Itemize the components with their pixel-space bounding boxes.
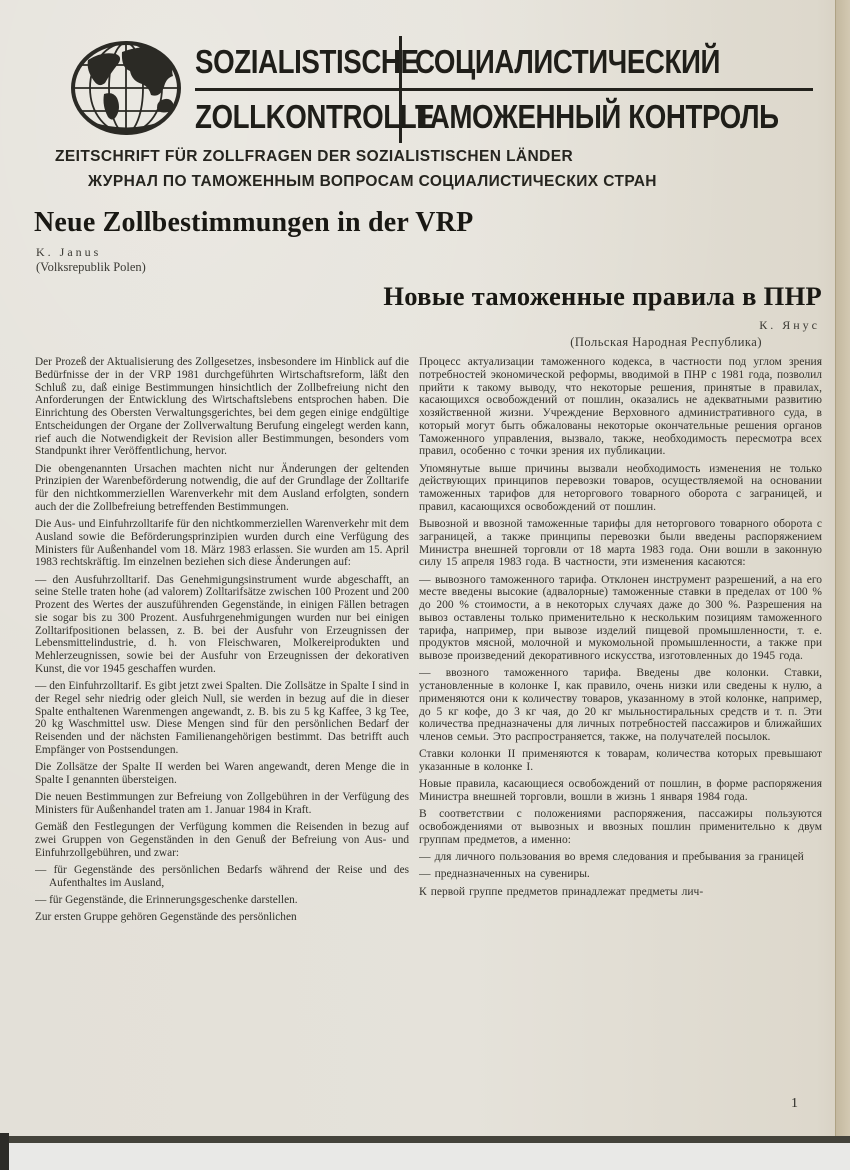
globe-icon [64, 34, 188, 146]
masthead-title-russian-line2: ТАМОЖЕННЫЙ КОНТРОЛЬ [399, 91, 813, 143]
masthead-title-german-line1: SOZIALISTISCHE [195, 36, 399, 91]
journal-subtitle-german: ZEITSCHRIFT FÜR ZOLLFRAGEN DER SOZIALISTISCHEN LÄNDER [55, 148, 574, 165]
paragraph: Новые правила, касающиеся освобождений от пошлин, в форме распоряжения Министра внешней торговли, вошли в жизнь 1 января 1984 года. [419, 778, 822, 803]
paragraph: Ставки колонки II применяются к товарам, количества которых превышают указанные в колонке I. [419, 748, 822, 773]
article-head-russian [383, 281, 822, 350]
author-affiliation-german: (Volksrepublik Polen) [36, 260, 146, 274]
paragraph: — вывозного таможенного тарифа. Отклонен инструмент разрешений, а на его месте введены высокие (адвалорные) таможенные ставки в пределах от 100 % до 200 % стоимости, а в некоторых случаях даже до 300 %. Разрешения на вывоз оставлены только применительно к нескольким позициям таможенного тарифа, например, при вывозе изделий пищевой промышленности, т. е. продуктов мясной, молочной и мукомольной промышленности, а также при вывозе произведений декоративного искусства, изготовленных до 1945 года. [419, 573, 822, 662]
scan-shadow-corner [0, 1133, 9, 1170]
list-item: — для личного пользования во время следования и пребывания за границей [419, 851, 804, 863]
paragraph: — den Einfuhrzolltarif. Es gibt jetzt zwei Spalten. Die Zollsätze in Spalte I sind in der Regel sehr niedrig oder gleich Null, sie werden in bezug auf die in dieser Spalte enthaltenen Warenmengen angewandt, z. B. bis zu 5 kg Kaffee, 3 kg Tee, 20 kg Waschmittel usw. Diese Mengen sind für den persönlichen Bedarf der Reisenden und der nächsten Familienangehörigen bestimmt. Das betrifft auch Empfänger von Postsendungen. [35, 680, 409, 756]
paragraph: Упомянутые выше причины вызвали необходимость изменения не только действующих принципов перевозки товаров, осуществляемой на основании таможенных тарифов для неторгового товарного оборота с заграницей, и правил, касающихся освобождений от пошлин. [419, 462, 822, 513]
paragraph: — ввозного таможенного тарифа. Введены две колонки. Ставки, установленные в колонке I, как правило, очень низки или сведены к нулю, а применяются они к количеству товаров, указанному в этой колонке, например, до 5 кг кофе, до 3 кг чая, до 20 кг мыльностиральных средств и т. п. Эти количества предназначены для личных потребностей пассажиров и ближайших членов семьи. Это распространяется, также, на получателей посылок. [419, 667, 822, 743]
paragraph: Процесс актуализации таможенного кодекса, в частности под углом зрения потребностей экономической реформы, вводимой в ПНР с 1981 года, позволил прийти к такому выводу, что некоторые решения, принятые в правилах, касающихся освобождений от пошлин, оказались не адекватными развитию хозяйственной жизни. Учреждение Верховного административного суда, в который могут быть обжалованы некоторые окончательные решения органов Таможенного управления, вызвало, также, необходимость пересмотра всех правил, особенно с точки зрения их публикации. [419, 356, 822, 458]
paragraph: — den Ausfuhrzolltarif. Das Genehmigungsinstrument wurde abgeschafft, an seine Stelle traten hohe (ad valorem) Zolltarifsätze zwischen 100 Prozent und 200 Prozent des Wertes der auszuführenden Gegenstände, in einigen Fällen betragen sie sogar bis zu 300 Prozent. Ausfuhrgenehmigungen wurden nur bei einigen Zolltarifpositionen belassen, z. B. bei der Ausfuhr von Erzeugnissen der Lebensmittelindustrie, d. h. von Fleischwaren, Molkereiprodukten und Mehlerzeugnissen, sowie bei der Ausfuhr von Erzeugnissen der dekorativen Kunst, die vor 1945 geschaffen wurden. [35, 573, 409, 675]
page-edge-strip [835, 0, 850, 1136]
german-text-column [35, 356, 409, 1112]
paragraph: В соответствии с положениями распоряжения, пассажиры пользуются освобождениями от вывозных и ввозных пошлин применительно к двум группам предметов, а именно: [419, 808, 822, 846]
paragraph: Die Aus- und Einfuhrzolltarife für den nichtkommerziellen Warenverkehr mit dem Ausland sowie die Beförderungsprinzipien wurden durch eine Verfügung des Ministers für Außenhandel vom 18. März 1983 erlassen. Sie wurden am 15. April 1983 rechtskräftig. Im einzelnen beziehen sich diese Änderungen auf: [35, 518, 409, 569]
paragraph: Die obengenannten Ursachen machten nicht nur Änderungen der geltenden Prinzipien der Warenbeförderung notwendig, die auf der Grundlage der Zolltarife für den nichtkommerziellen Warenverkehr mit dem Ausland erfolgten, sondern auch der die Zollbefreiung betreffenden Bestimmungen. [35, 462, 409, 513]
list-item: — für Gegenstände des persönlichen Bedarfs während der Reise und des Aufenthaltes im Ausland, [35, 863, 409, 889]
paragraph: Вывозной и ввозной таможенные тарифы для неторгового товарного оборота с заграницей, а также принципы перевозки были введены распоряжением Министра внешней торговли от 18 марта 1983 года. Они вошли в законную силу 15 апреля 1983 года. В частности, эти изменения касаются: [419, 518, 822, 569]
russian-text-column [419, 356, 822, 1112]
article-title-german: Neue Zollbestimmungen in der VRP [34, 207, 474, 238]
list-item: — für Gegenstände, die Erinnerungsgeschenke darstellen. [35, 893, 298, 906]
author-name-russian: К. Янус [759, 318, 820, 332]
masthead [195, 36, 813, 143]
masthead-title-russian-line1: СОЦИАЛИСТИЧЕСКИЙ [399, 36, 813, 91]
page-number: 1 [791, 1096, 798, 1111]
paragraph: К первой группе предметов принадлежат предметы лич- [419, 885, 704, 898]
scanner-background [0, 1136, 850, 1170]
paragraph: Der Prozeß der Aktualisierung des Zollgesetzes, insbesondere im Hinblick auf die Bedürfnisse der in der VRP 1981 durchgeführten Wirtschaftsreform, läßt den Schluß zu, daß einige Bestimmungen hinsichtlich der Zollbefreiung nicht den Anforderungen der Entwicklung des Wirtschaftslebens entsprochen haben. Die Einrichtung des Obersten Verwaltungsgerichtes, bei dem gegen einige endgültige Entscheidungen der Organe der Zollverwaltung Berufung eingelegt werden kann, rief auch die Notwendigkeit der Revision aller Bestimmungen, besonders vom Standpunkt ihrer Veröffentlichung, hervor. [35, 356, 409, 458]
masthead-title-german-line2: ZOLLKONTROLLE [195, 98, 435, 135]
article-title-russian: Новые таможенные правила в ПНР [383, 281, 822, 311]
paragraph: Gemäß den Festlegungen der Verfügung kommen die Reisenden in bezug auf zwei Gruppen von Gegenständen in den Genuß der Befreiung von Aus- und Einfuhrzollgebühren, und zwar: [35, 821, 409, 859]
author-affiliation-russian: (Польская Народная Республика) [570, 335, 762, 349]
paragraph: Die neuen Bestimmungen zur Befreiung von Zollgebühren in der Verfügung des Ministers für Außenhandel traten am 1. Januar 1984 in Kraft. [35, 791, 409, 816]
list-item: — предназначенных на сувениры. [419, 868, 590, 881]
author-name-german: K. Janus [36, 245, 102, 259]
paragraph: Die Zollsätze der Spalte II werden bei Waren angewandt, deren Menge die in Spalte I genannten übersteigen. [35, 761, 409, 786]
journal-subtitle-russian: ЖУРНАЛ ПО ТАМОЖЕННЫМ ВОПРОСАМ СОЦИАЛИСТИЧЕСКИХ СТРАН [88, 173, 657, 190]
paragraph: Zur ersten Gruppe gehören Gegenstände des persönlichen [35, 911, 297, 923]
